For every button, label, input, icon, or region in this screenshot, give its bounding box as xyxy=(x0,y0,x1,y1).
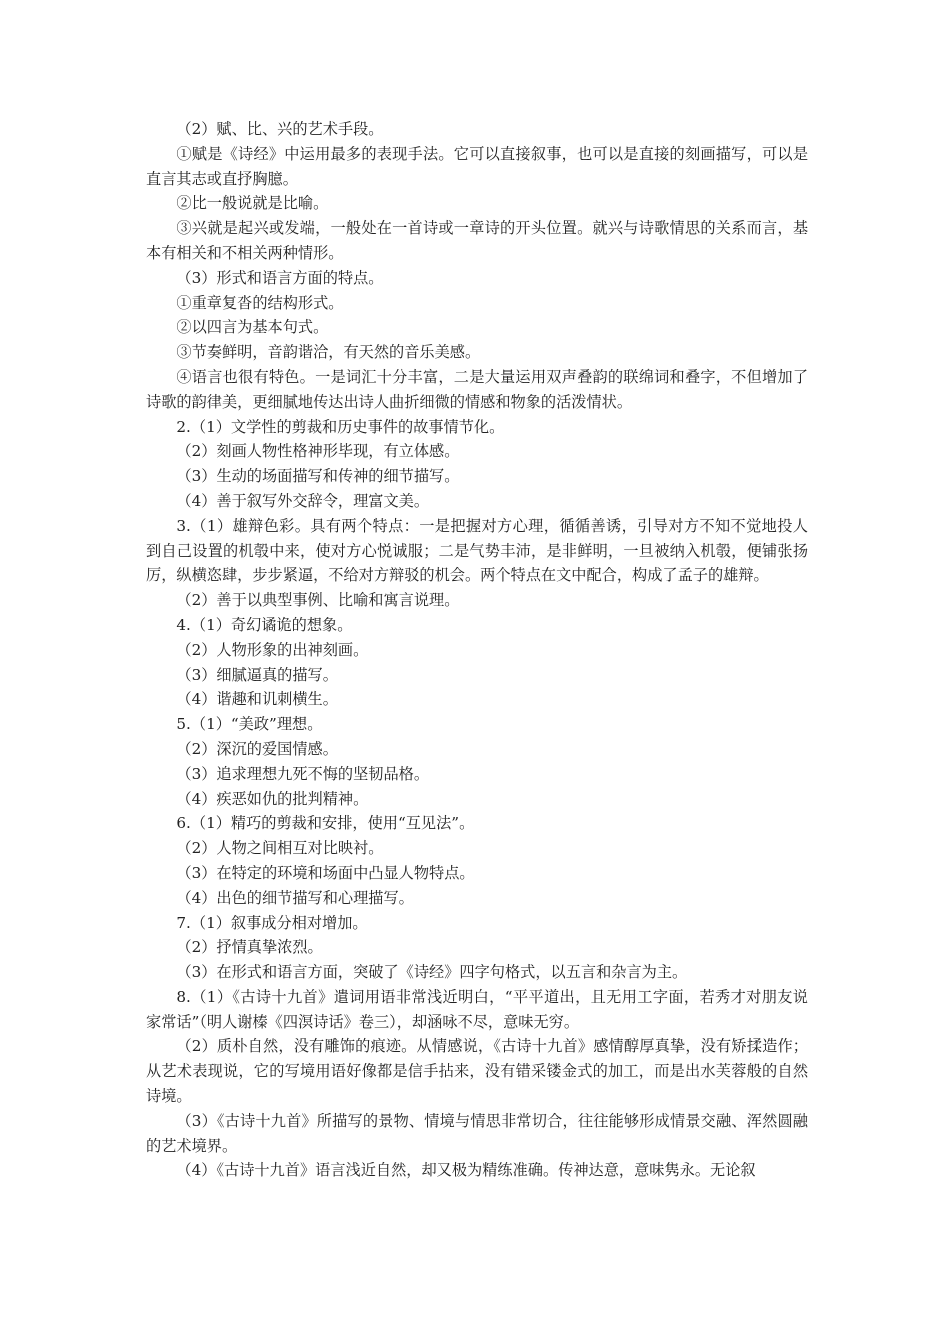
paragraph: 3.（1）雄辩色彩。具有两个特点：一是把握对方心理，循循善诱，引导对方不知不觉地投人到自己设置的机彀中来，使对方心悦诚服；二是气势丰沛，是非鲜明，一旦被纳入机彀，便铺张扬厉，纵横恣肆，步步紧逼，不给对方辩驳的机会。两个特点在文中配合，构成了孟子的雄辩。 xyxy=(146,516,808,585)
paragraph: ④语言也很有特色。一是词汇十分丰富，二是大量运用双声叠韵的联绵词和叠字，不但增加了诗歌的韵律美，更细腻地传达出诗人曲折细微的情感和物象的活泼情状。 xyxy=(146,367,808,411)
paragraph: （3）细腻逼真的描写。 xyxy=(176,665,338,684)
paragraph: 5.（1）“美政”理想。 xyxy=(176,715,323,734)
paragraph: 2.（1）文学性的剪裁和历史事件的故事情节化。 xyxy=(176,417,505,436)
paragraph: （4）疾恶如仇的批判精神。 xyxy=(176,789,369,808)
paragraph: （3）形式和语言方面的特点。 xyxy=(176,268,384,287)
paragraph: （3）《古诗十九首》所描写的景物、情境与情思非常切合，往往能够形成情景交融、浑然圆融的艺术境界。 xyxy=(146,1111,808,1155)
paragraph: （2）善于以典型事例、比喻和寓言说理。 xyxy=(176,591,460,610)
paragraph: （2）质朴自然，没有雕饰的痕迹。从情感说，《古诗十九首》感情醇厚真挚，没有矫揉造作；从艺术表现说，它的写境用语好像都是信手拈来，没有错采镂金式的加工，而是出水芙蓉般的自然诗境。 xyxy=(146,1037,808,1106)
paragraph: （2）人物形象的出神刻画。 xyxy=(176,640,369,659)
paragraph: （4）谐趣和讥刺横生。 xyxy=(176,690,338,709)
paragraph: （3）追求理想九死不悔的坚韧品格。 xyxy=(176,764,430,783)
paragraph: （4）出色的细节描写和心理描写。 xyxy=(176,888,414,907)
paragraph: ①赋是《诗经》中运用最多的表现手法。它可以直接叙事，也可以是直接的刻画描写，可以是直言其志或直抒胸臆。 xyxy=(146,144,808,188)
paragraph: ②以四言为基本句式。 xyxy=(176,318,329,337)
paragraph: （2）深沉的爱国情感。 xyxy=(176,739,338,758)
paragraph: （3）在特定的环境和场面中凸显人物特点。 xyxy=(176,863,475,882)
paragraph: （4）《古诗十九首》语言浅近自然，却又极为精练准确。传神达意，意味隽永。无论叙 xyxy=(176,1161,756,1180)
paragraph: ③节奏鲜明，音韵谐洽，有天然的音乐美感。 xyxy=(176,343,481,362)
paragraph: ③兴就是起兴或发端，一般处在一首诗或一章诗的开头位置。就兴与诗歌情思的关系而言，基本有相关和不相关两种情形。 xyxy=(146,219,808,262)
document-body xyxy=(146,117,808,1183)
paragraph: （3）生动的场面描写和传神的细节描写。 xyxy=(176,467,460,486)
paragraph: （3）在形式和语言方面，突破了《诗经》四字句格式，以五言和杂言为主。 xyxy=(176,963,688,982)
paragraph: 4.（1）奇幻谲诡的想象。 xyxy=(176,615,353,634)
paragraph: 6.（1）精巧的剪裁和安排，使用“互见法”。 xyxy=(176,814,475,833)
paragraph: ②比一般说就是比喻。 xyxy=(176,194,329,213)
paragraph: （2）赋、比、兴的艺术手段。 xyxy=(176,120,384,138)
paragraph: （2）人物之间相互对比映衬。 xyxy=(176,839,384,858)
paragraph: （2）刻画人物性格神形毕现，有立体感。 xyxy=(176,442,460,461)
paragraph: ①重章复沓的结构形式。 xyxy=(176,293,344,312)
paragraph: 7.（1）叙事成分相对增加。 xyxy=(176,913,368,932)
paragraph: （2）抒情真挚浓烈。 xyxy=(176,938,323,957)
paragraph: （4）善于叙写外交辞令，理富文美。 xyxy=(176,491,430,510)
paragraph: 8.（1）《古诗十九首》遣词用语非常浅近明白，“平平道出，且无用工字面，若秀才对朋友说家常话”（明人谢榛《四溟诗话》卷三），却涵咏不尽，意味无穷。 xyxy=(146,987,808,1031)
